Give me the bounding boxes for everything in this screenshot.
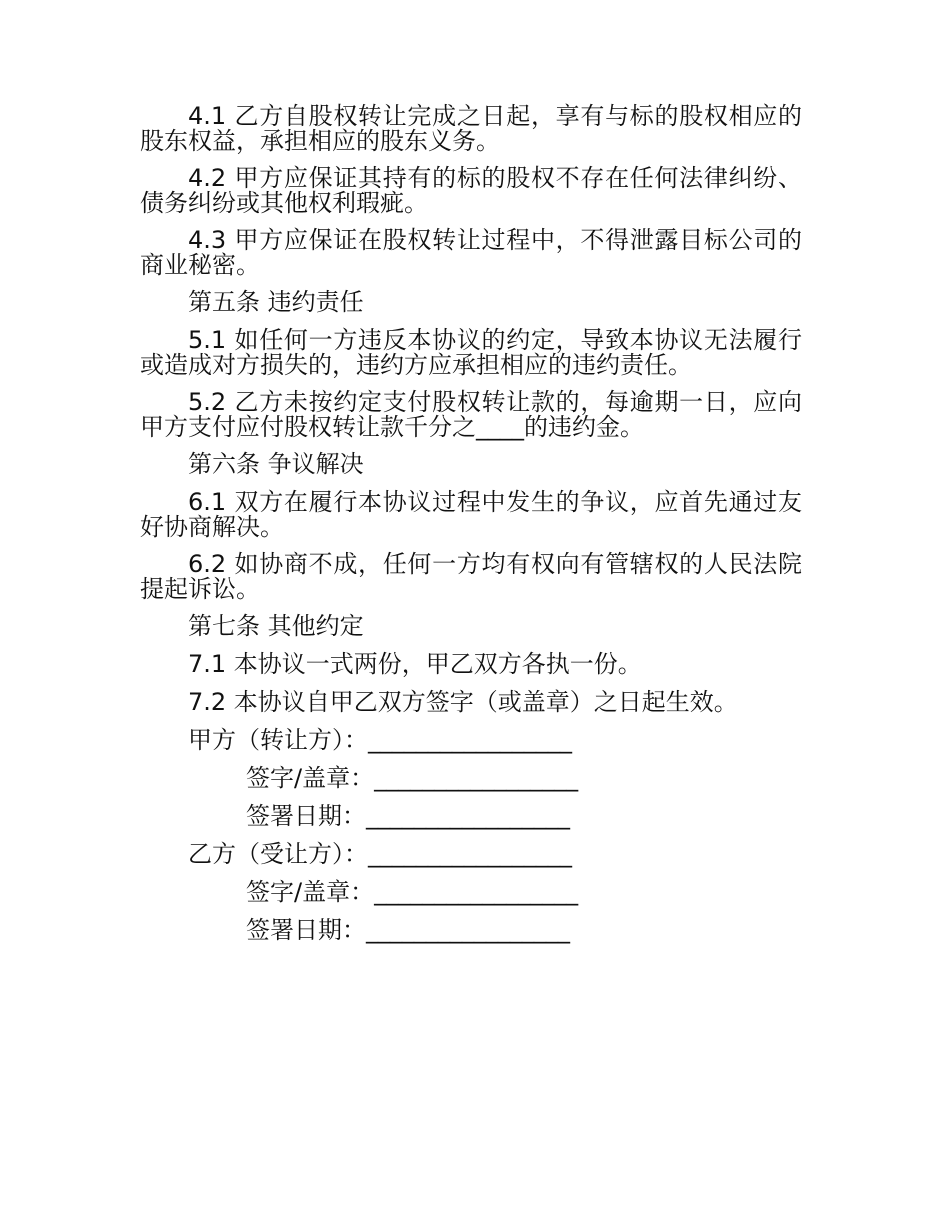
document-page: [140, 104, 802, 956]
party-b-signature-line: 签字/盖章：_________________: [246, 878, 579, 906]
clause-4-2: 4.2 甲方应保证其持有的标的股权不存在任何法律纠纷、债务纠纷或其他权利瑕疵。: [140, 164, 802, 217]
clause-7-2: 7.2 本协议自甲乙双方签字（或盖章）之日起生效。: [188, 688, 738, 716]
party-a-signature-line: 签字/盖章：_________________: [246, 764, 579, 792]
clause-7-1: 7.1 本协议一式两份，甲乙双方各执一份。: [188, 650, 642, 678]
clause-4-1: 4.1 乙方自股权转让完成之日起，享有与标的股权相应的股东权益，承担相应的股东义务。: [140, 102, 802, 155]
party-b-line: 乙方（受让方）：_________________: [188, 840, 572, 868]
clause-6-1: 6.1 双方在履行本协议过程中发生的争议，应首先通过友好协商解决。: [140, 488, 802, 541]
article-5-heading: 第五条 违约责任: [188, 288, 364, 316]
party-a-line: 甲方（转让方）：_________________: [188, 726, 572, 754]
clause-5-1: 5.1 如任何一方违反本协议的约定，导致本协议无法履行或造成对方损失的，违约方应承担相应的违约责任。: [140, 326, 802, 379]
article-7-heading: 第七条 其他约定: [188, 612, 364, 640]
party-a-date-line: 签署日期：_________________: [246, 802, 570, 830]
clause-6-2: 6.2 如协商不成，任何一方均有权向有管辖权的人民法院提起诉讼。: [140, 550, 802, 603]
party-b-date-line: 签署日期：_________________: [246, 916, 570, 944]
article-6-heading: 第六条 争议解决: [188, 450, 364, 478]
clause-4-3: 4.3 甲方应保证在股权转让过程中，不得泄露目标公司的商业秘密。: [140, 226, 802, 279]
clause-5-2: 5.2 乙方未按约定支付股权转让款的，每逾期一日，应向甲方支付应付股权转让款千分之____的违约金。: [140, 388, 802, 441]
